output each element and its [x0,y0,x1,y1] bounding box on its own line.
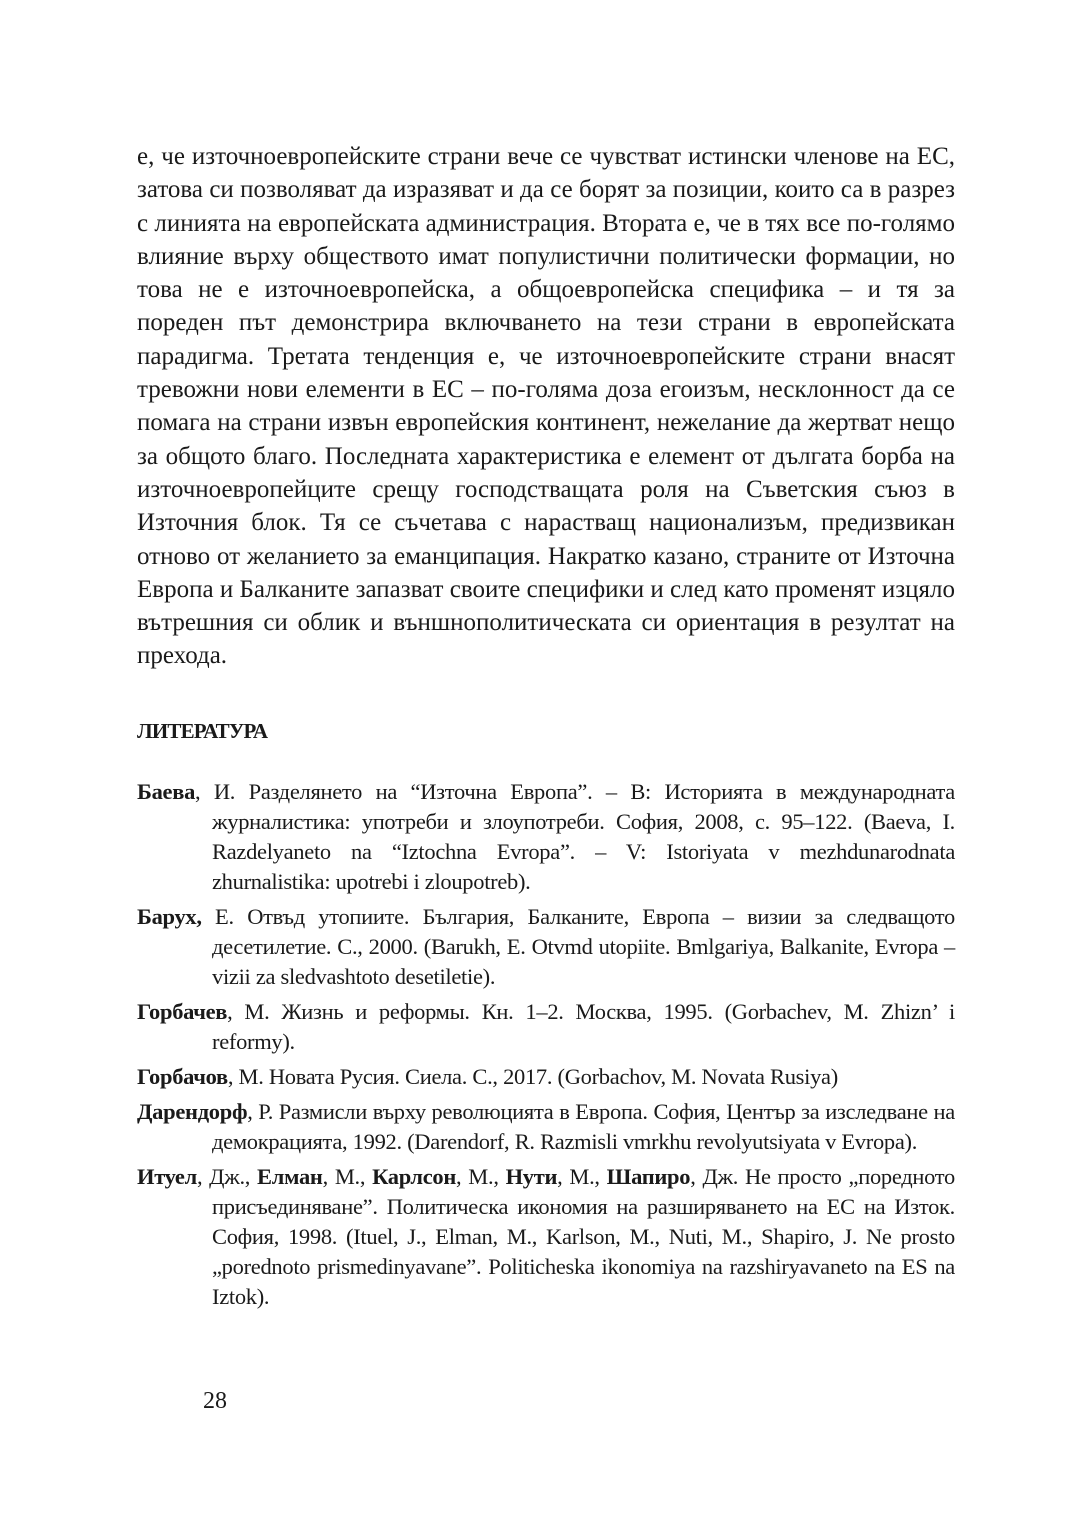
page-content [137,140,955,1317]
entry-text: Е. Отвъд утопиите. България, Балканите, Европа – визии за следващото десетилетие. С., 2000. (Barukh, E. Otvmd utopiite. Bmlgariya, Balkanite, Evropa – vizii za sledvashtoto desetiletie). [201,903,955,989]
section-heading: ЛИТЕРАТУРА [137,718,268,743]
bibliography-entry [137,1097,955,1157]
entry-separator: , М., [456,1163,506,1189]
entry-separator: , Дж., [196,1163,258,1189]
page-number: 28 [203,1388,227,1414]
entry-text: , Р. Размисли върху революцията в Европа. София, Център за изследване на демокрацията, 1992. (Darendorf, R. Razmisli vmrkhu revolyutsiyata v Evropa). [212,1098,955,1154]
entry-author: Нути [505,1163,558,1189]
bibliography-entry [137,997,955,1057]
entry-author: Елман [257,1163,323,1189]
body-paragraph: е, че източноевропейските страни вече се чувстват истински членове на ЕС, затова си позволяват да изразяват и да се борят за позиции, които са в разрез с линията на европейската администрация. Втората е, че в тях все по-голямо влияние върху обществото имат популистични политически формации, но това не е източноевропейска, а общоевропейска специфика – и тя за пореден път демонстрира включването на тези страни в европейската парадигма. Третата тенденция е, че източноевропейските страни внасят тревожни нови елементи в ЕС – по-голяма доза егоизъм, несклонност да се помага на страни извън европейския континент, нежелание да жертват нещо за общото благо. Последната характеристика е елемент от дългата борба на източноевропейците срещу господстващата роля на Съветския съюз в Източния блок. Тя се съчетава с нарастващ национализъм, предизвикан отново от желанието за еманципация. Накратко казано, страните от Източна Европа и Балканите запазват своите специфики и след като променят изцяло вътрешния си облик и външнополитическата си ориентация в резултат на прехода. [137,143,955,670]
entry-author: Горбачев [137,998,228,1024]
entry-text: , М. Жизнь и реформы. Кн. 1–2. Москва, 1995. (Gorbachev, M. Zhizn’ i reformy). [212,998,955,1054]
entry-text: , М. Новата Русия. Сиела. С., 2017. (Gorbachov, M. Novata Rusiya) [227,1063,838,1089]
entry-text: , И. Разделянето на “Източна Европа”. – В: Историята в международната журналистика: употреби и злоупотреби. София, 2008, с. 95–122. (Baeva, I. Razdelyaneto na “Iztochna Evropa”. – V: Istoriyata v mezhdunarodnata zhurnalistika: upotrebi i zloupotreb). [195,778,955,894]
bibliography-entry [137,1162,955,1312]
entry-author: Итуел [137,1163,197,1189]
entry-separator: , М., [322,1163,373,1189]
bibliography-entry [137,777,955,897]
entry-separator: , М., [557,1163,607,1189]
bibliography-entry [137,1062,955,1092]
entry-author: Карлсон [372,1163,457,1189]
entry-author: Дарендорф [137,1098,248,1124]
entry-text: , Дж. Не просто „поредното присъединяване”. Политическа икономия на разширяването на ЕС на Изток. София, 1998. (Ituel, J., Elman, M., Karlson, M., Nuti, M., Shapiro, J. Ne prosto „porednoto prismedinyavane”. Politicheska ikonomiya na razshiryavaneto na ES na Iztok). [212,1163,955,1309]
entry-author: Баева [137,778,196,804]
entry-author: Барух, [137,903,202,929]
entry-author: Горбачов [137,1063,228,1089]
bibliography-entry [137,902,955,992]
bibliography-list [137,777,955,1312]
entry-author: Шапиро [606,1163,691,1189]
